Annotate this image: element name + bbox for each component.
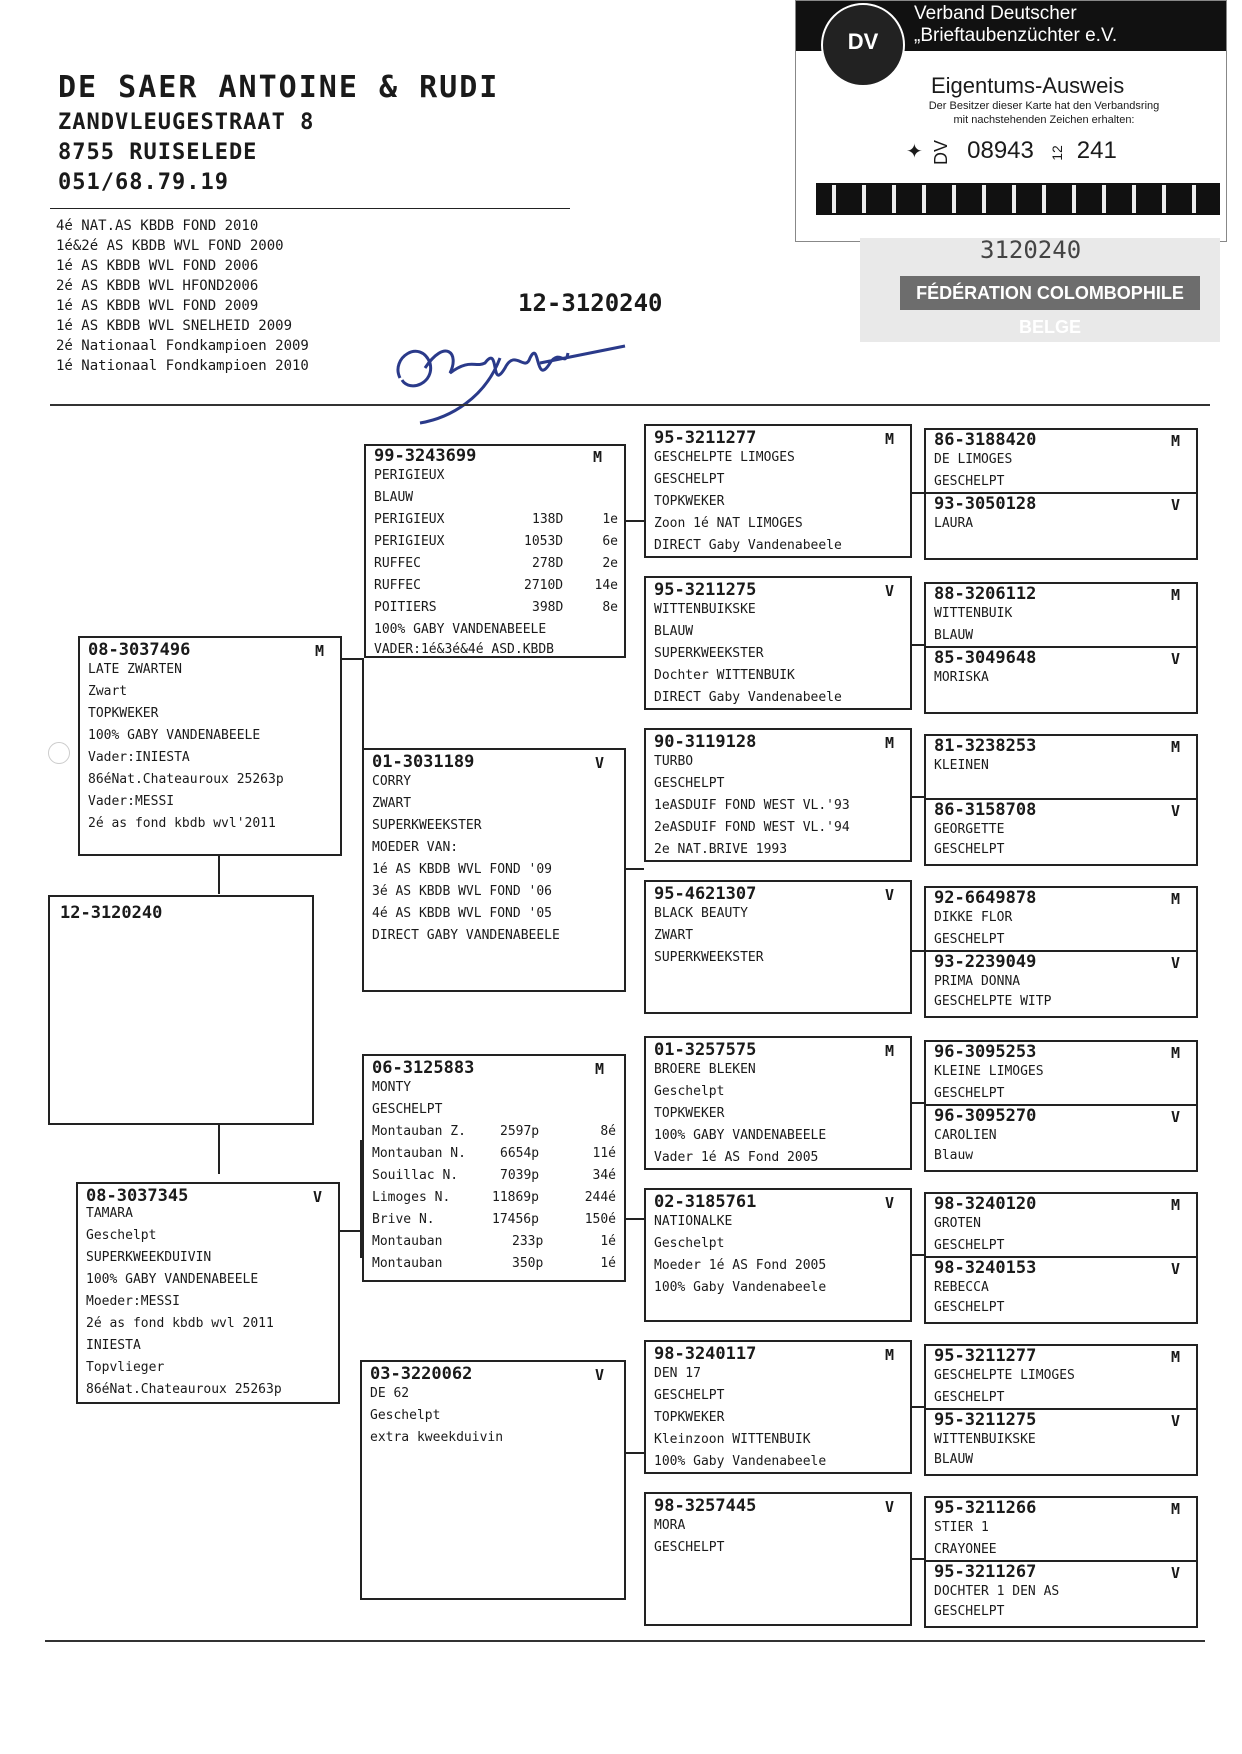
- g4-line: GESCHELPT: [934, 1300, 1005, 1315]
- connector: [910, 796, 924, 798]
- mm-ring: 03-3220062: [370, 1364, 473, 1384]
- result-place: POITIERS: [374, 600, 437, 615]
- result-rank: 6e: [602, 534, 618, 549]
- g4-sex: M: [1170, 432, 1180, 450]
- connector: [338, 1230, 360, 1232]
- g3-box: [644, 880, 912, 1014]
- seal-text: DV: [847, 29, 879, 54]
- g3-line: MORA: [654, 1518, 686, 1533]
- mother-line: SUPERKWEEKDUIVIN: [86, 1250, 212, 1265]
- g4-ring: 92-6649878: [934, 888, 1037, 908]
- result-rank: 8é: [600, 1124, 616, 1139]
- g4-sex: M: [1170, 1348, 1180, 1366]
- g3-line: Geschelpt: [654, 1236, 725, 1251]
- g3-line: DEN 17: [654, 1366, 701, 1381]
- g4-box: [924, 1496, 1198, 1628]
- bottom-rule: [45, 1640, 1205, 1642]
- connector: [362, 658, 364, 754]
- g3-ring: 02-3185761: [654, 1192, 757, 1212]
- g3-sex: V: [884, 1498, 894, 1516]
- father-line: 86éNat.Chateauroux 25263p: [88, 772, 284, 787]
- father-line: 100% GABY VANDENABEELE: [88, 728, 261, 743]
- card-year: 12: [1048, 145, 1065, 161]
- father-line: TOPKWEKER: [88, 706, 159, 721]
- g4-sex: V: [1170, 1260, 1180, 1278]
- result-place: Limoges N.: [372, 1190, 451, 1205]
- result-rank: 1e: [602, 512, 618, 527]
- father-sex: M: [314, 642, 324, 660]
- g4-line: MORISKA: [934, 670, 989, 685]
- pigeon-ring-number: 12-3120240: [518, 289, 663, 317]
- card-ring-data: [906, 137, 1117, 165]
- result-rank: 8e: [602, 600, 618, 615]
- g3-line: NATIONALKE: [654, 1214, 733, 1229]
- g4-ring: 95-3211275: [934, 1410, 1037, 1430]
- connector: [218, 1124, 220, 1174]
- g3-ring: 95-3211275: [654, 580, 757, 600]
- g3-line: Kleinzoon WITTENBUIK: [654, 1432, 811, 1447]
- fm-line: MOEDER VAN:: [372, 840, 459, 855]
- fm-line: 3é AS KBDB WVL FOND '06: [372, 884, 553, 899]
- g4-ring: 95-3211277: [934, 1346, 1037, 1366]
- g3-ring: 98-3257445: [654, 1496, 757, 1516]
- g4-ring: 86-3188420: [934, 430, 1037, 450]
- g4-sex: M: [1170, 1044, 1180, 1062]
- g4-ring: 98-3240120: [934, 1194, 1037, 1214]
- mother-box: [76, 1182, 340, 1404]
- father-ring: 08-3037496: [88, 640, 191, 660]
- g4-ring: 88-3206112: [934, 584, 1037, 604]
- stamp-banner: FÉDÉRATION COLOMBOPHILE BELGE: [900, 276, 1200, 310]
- ff-footer: VADER:1é&3é&4é ASD.KBDB: [374, 642, 555, 657]
- g3-box: [644, 1188, 912, 1322]
- g3-line: 1eASDUIF FOND WEST VL.'93: [654, 798, 850, 813]
- fm-line: 4é AS KBDB WVL FOND '05: [372, 906, 553, 921]
- result-rank: 244é: [584, 1190, 616, 1205]
- g3-ring: 90-3119128: [654, 732, 757, 752]
- g3-line: DIRECT Gaby Vandenabeele: [654, 538, 842, 553]
- g4-line: BLAUW: [934, 1452, 974, 1467]
- g4-ring: 86-3158708: [934, 800, 1037, 820]
- g3-sex: M: [884, 1042, 894, 1060]
- g4-line: KLEINE LIMOGES: [934, 1064, 1044, 1079]
- g3-box: [644, 424, 912, 558]
- result-count: 11869p: [492, 1190, 539, 1205]
- card-ring: 241: [1076, 137, 1117, 164]
- g3-box: [644, 1036, 912, 1170]
- result-place: Brive N.: [372, 1212, 435, 1227]
- result-rank: 34é: [592, 1168, 616, 1183]
- g4-box: [924, 1040, 1198, 1172]
- g3-box: [644, 728, 912, 862]
- g3-line: 2eASDUIF FOND WEST VL.'94: [654, 820, 850, 835]
- g3-sex: V: [884, 582, 894, 600]
- g3-line: Moeder 1é AS Fond 2005: [654, 1258, 827, 1273]
- card-number: 08943: [967, 137, 1034, 164]
- card-org-line1: Verband Deutscher: [914, 3, 1077, 24]
- g4-sex: V: [1170, 1412, 1180, 1430]
- g4-sex: V: [1170, 650, 1180, 668]
- result-place: Montauban: [372, 1234, 443, 1249]
- g3-line: BROERE BLEKEN: [654, 1062, 756, 1077]
- g3-sex: M: [884, 734, 894, 752]
- ff-line: PERIGIEUX: [374, 468, 445, 483]
- mm-line: DE 62: [370, 1386, 410, 1401]
- mother-line: Moeder:MESSI: [86, 1294, 180, 1309]
- father-line: 2é as fond kbdb wvl'2011: [88, 816, 276, 831]
- g3-line: TOPKWEKER: [654, 1106, 725, 1121]
- g3-line: WITTENBUIKSKE: [654, 602, 756, 617]
- connector: [910, 1254, 924, 1256]
- g4-line: CRAYONEE: [934, 1542, 997, 1557]
- g4-box: [924, 886, 1198, 1018]
- ff-footer: 100% GABY VANDENABEELE: [374, 622, 547, 637]
- g4-box: [924, 582, 1198, 714]
- mother-line: INIESTA: [86, 1338, 141, 1353]
- result-count: 350p: [512, 1256, 544, 1271]
- result-place: PERIGIEUX: [374, 534, 445, 549]
- connector: [910, 1102, 924, 1104]
- g3-ring: 01-3257575: [654, 1040, 757, 1060]
- connector: [910, 492, 924, 494]
- mother-line: 86éNat.Chateauroux 25263p: [86, 1382, 282, 1397]
- achievement: 4é NAT.AS KBDB FOND 2010: [56, 218, 259, 234]
- result-count: 398D: [532, 600, 564, 615]
- g4-line: GESCHELPT: [934, 1390, 1005, 1405]
- breeder-phone: 051/68.79.19: [58, 170, 229, 195]
- g3-line: 2e NAT.BRIVE 1993: [654, 842, 788, 857]
- g3-line: 100% Gaby Vandenabeele: [654, 1454, 827, 1469]
- g3-line: GESCHELPT: [654, 1388, 725, 1403]
- g4-line: GESCHELPT: [934, 842, 1005, 857]
- g4-line: GESCHELPT: [934, 474, 1005, 489]
- father-line: Vader:MESSI: [88, 794, 175, 809]
- g3-line: SUPERKWEEKSTER: [654, 950, 764, 965]
- g4-line: DIKKE FLOR: [934, 910, 1013, 925]
- g4-sex: V: [1170, 1108, 1180, 1126]
- result-count: 17456p: [492, 1212, 539, 1227]
- father-line: LATE ZWARTEN: [88, 662, 182, 677]
- g4-line: Blauw: [934, 1148, 974, 1163]
- achievement: 1é AS KBDB WVL SNELHEID 2009: [56, 318, 293, 334]
- mother-ring: 08-3037345: [86, 1186, 189, 1206]
- g3-line: TOPKWEKER: [654, 1410, 725, 1425]
- achievement: 2é AS KBDB WVL HFOND2006: [56, 278, 259, 294]
- mother-line: Geschelpt: [86, 1228, 157, 1243]
- mm-line: Geschelpt: [370, 1408, 441, 1423]
- g4-box: [924, 1344, 1198, 1476]
- breeder-street: ZANDVLEUGESTRAAT 8: [58, 110, 315, 135]
- breeder-name: DE SAER ANTOINE & RUDI: [58, 70, 500, 105]
- result-rank: 14e: [594, 578, 618, 593]
- g3-line: Dochter WITTENBUIK: [654, 668, 795, 683]
- g3-ring: 95-4621307: [654, 884, 757, 904]
- result-count: 6654p: [500, 1146, 540, 1161]
- g3-line: 100% Gaby Vandenabeele: [654, 1280, 827, 1295]
- g4-ring: 81-3238253: [934, 736, 1037, 756]
- g4-ring: 96-3095270: [934, 1106, 1037, 1126]
- mm-box: [360, 1360, 626, 1600]
- g4-line: GESCHELPT: [934, 1604, 1005, 1619]
- g3-line: Zoon 1é NAT LIMOGES: [654, 516, 803, 531]
- g3-line: Vader 1é AS Fond 2005: [654, 1150, 819, 1165]
- g4-line: REBECCA: [934, 1280, 989, 1295]
- g4-line: DOCHTER 1 DEN AS: [934, 1584, 1060, 1599]
- g4-ring: 95-3211266: [934, 1498, 1037, 1518]
- g4-line: CAROLIEN: [934, 1128, 997, 1143]
- g4-line: LAURA: [934, 516, 974, 531]
- achievement: 1é AS KBDB WVL FOND 2009: [56, 298, 259, 314]
- fm-line: DIRECT GABY VANDENABEELE: [372, 928, 560, 943]
- g3-line: GESCHELPTE LIMOGES: [654, 450, 795, 465]
- fm-line: CORRY: [372, 774, 412, 789]
- g3-line: ZWART: [654, 928, 694, 943]
- result-rank: 2e: [602, 556, 618, 571]
- pigeon-icon: ✦: [906, 141, 923, 163]
- g4-line: GROTEN: [934, 1216, 981, 1231]
- achievement: 1é Nationaal Fondkampioen 2010: [56, 358, 309, 374]
- g4-ring: 93-3050128: [934, 494, 1037, 514]
- result-count: 233p: [512, 1234, 544, 1249]
- g3-sex: V: [884, 886, 894, 904]
- connector: [910, 1406, 924, 1408]
- ownership-card: [795, 0, 1227, 242]
- father-line: Zwart: [88, 684, 128, 699]
- g4-ring: 85-3049648: [934, 648, 1037, 668]
- g3-box: [644, 1492, 912, 1626]
- result-count: 2710D: [524, 578, 564, 593]
- ff-ring: 99-3243699: [374, 446, 477, 466]
- result-count: 2597p: [500, 1124, 540, 1139]
- result-place: RUFFEC: [374, 556, 421, 571]
- mm-line: extra kweekduivin: [370, 1430, 504, 1445]
- g4-box: [924, 1192, 1198, 1324]
- g4-line: PRIMA DONNA: [934, 974, 1021, 989]
- top-rule: [50, 404, 1210, 406]
- g4-line: KLEINEN: [934, 758, 989, 773]
- g4-line: GEORGETTE: [934, 822, 1005, 837]
- card-org-line2: „Brieftaubenzüchter e.V.: [914, 25, 1118, 46]
- mf-sex: M: [594, 1060, 604, 1078]
- g3-line: DIRECT Gaby Vandenabeele: [654, 690, 842, 705]
- result-count: 278D: [532, 556, 564, 571]
- g3-sex: M: [884, 430, 894, 448]
- result-rank: 150é: [584, 1212, 616, 1227]
- mf-line: MONTY: [372, 1080, 412, 1095]
- mf-ring: 06-3125883: [372, 1058, 475, 1078]
- g3-sex: V: [884, 1194, 894, 1212]
- result-place: Montauban: [372, 1256, 443, 1271]
- g4-line: GESCHELPTE WITP: [934, 994, 1052, 1009]
- g3-line: TOPKWEKER: [654, 494, 725, 509]
- g3-line: 100% GABY VANDENABEELE: [654, 1128, 827, 1143]
- ff-sex: M: [592, 448, 602, 466]
- g3-line: SUPERKWEEKSTER: [654, 646, 764, 661]
- result-rank: 1é: [600, 1256, 616, 1271]
- g4-line: WITTENBUIKSKE: [934, 1432, 1036, 1447]
- signature: [390, 318, 630, 428]
- fm-sex: V: [594, 754, 604, 772]
- g4-line: GESCHELPTE LIMOGES: [934, 1368, 1075, 1383]
- result-place: RUFFEC: [374, 578, 421, 593]
- subject-ring: 12-3120240: [60, 903, 163, 923]
- card-title: Eigentums-Ausweis: [931, 73, 1125, 98]
- fm-line: 1é AS KBDB WVL FOND '09: [372, 862, 553, 877]
- g4-line: WITTENBUIK: [934, 606, 1013, 621]
- g3-line: GESCHELPT: [654, 1540, 725, 1555]
- result-place: PERIGIEUX: [374, 512, 445, 527]
- g3-line: GESCHELPT: [654, 472, 725, 487]
- achievement: 1é AS KBDB WVL FOND 2006: [56, 258, 259, 274]
- mother-line: 2é as fond kbdb wvl 2011: [86, 1316, 274, 1331]
- result-rank: 11é: [592, 1146, 616, 1161]
- g3-line: BLACK BEAUTY: [654, 906, 748, 921]
- result-place: Montauban Z.: [372, 1124, 466, 1139]
- subject-box: [48, 895, 314, 1125]
- father-box: [78, 636, 342, 856]
- g4-line: BLAUW: [934, 628, 974, 643]
- g4-line: GESCHELPT: [934, 932, 1005, 947]
- g4-sex: M: [1170, 738, 1180, 756]
- g4-sex: M: [1170, 890, 1180, 908]
- g4-ring: 93-2239049: [934, 952, 1037, 972]
- achievement: 1é&2é AS KBDB WVL FOND 2000: [56, 238, 284, 254]
- g4-box: [924, 428, 1198, 560]
- g3-ring: 98-3240117: [654, 1344, 757, 1364]
- result-count: 7039p: [500, 1168, 540, 1183]
- g4-ring: 98-3240153: [934, 1258, 1037, 1278]
- fm-line: ZWART: [372, 796, 412, 811]
- connector: [340, 658, 362, 660]
- result-rank: 1é: [600, 1234, 616, 1249]
- g4-ring: 96-3095253: [934, 1042, 1037, 1062]
- g3-box: [644, 576, 912, 710]
- result-count: 138D: [532, 512, 564, 527]
- punch-hole: [48, 742, 70, 764]
- federation-stamp: [860, 238, 1220, 342]
- connector: [910, 1558, 924, 1560]
- breeder-city: 8755 RUISELEDE: [58, 140, 258, 165]
- g4-sex: V: [1170, 496, 1180, 514]
- g4-sex: M: [1170, 586, 1180, 604]
- fm-ring: 01-3031189: [372, 752, 475, 772]
- g3-ring: 95-3211277: [654, 428, 757, 448]
- g4-sex: V: [1170, 954, 1180, 972]
- mf-box: [362, 1054, 626, 1282]
- g3-sex: M: [884, 1346, 894, 1364]
- fm-box: [362, 748, 626, 992]
- result-place: Montauban N.: [372, 1146, 466, 1161]
- card-dv: DV: [931, 139, 952, 166]
- card-org: [914, 3, 1117, 47]
- g4-sex: M: [1170, 1196, 1180, 1214]
- mf-line: GESCHELPT: [372, 1102, 443, 1117]
- connector: [910, 950, 924, 952]
- fm-line: SUPERKWEEKSTER: [372, 818, 482, 833]
- g4-ring: 95-3211267: [934, 1562, 1037, 1582]
- father-line: Vader:INIESTA: [88, 750, 190, 765]
- g4-line: GESCHELPT: [934, 1238, 1005, 1253]
- mm-sex: V: [594, 1366, 604, 1384]
- g3-box: [644, 1340, 912, 1474]
- g4-sex: V: [1170, 802, 1180, 820]
- g3-line: TURBO: [654, 754, 694, 769]
- stamp-ring: 3120240: [980, 236, 1082, 264]
- card-subtitle-line2: mit nachstehenden Zeichen erhalten:: [953, 114, 1135, 126]
- g4-sex: V: [1170, 1564, 1180, 1582]
- mother-line: TAMARA: [86, 1206, 133, 1221]
- card-subtitle-line1: Der Besitzer dieser Karte hat den Verbandsring: [928, 100, 1160, 112]
- header-rule: [50, 208, 570, 209]
- card-subtitle: [884, 99, 1204, 127]
- mother-sex: V: [312, 1188, 322, 1206]
- mother-line: 100% GABY VANDENABEELE: [86, 1272, 259, 1287]
- g4-line: GESCHELPT: [934, 1086, 1005, 1101]
- g4-sex: M: [1170, 1500, 1180, 1518]
- g3-line: GESCHELPT: [654, 776, 725, 791]
- g4-line: DE LIMOGES: [934, 452, 1013, 467]
- ff-box: [364, 444, 626, 658]
- dv-seal-icon: [821, 3, 905, 87]
- card-decorative-band: [816, 183, 1220, 215]
- mother-line: Topvlieger: [86, 1360, 165, 1375]
- g3-line: Geschelpt: [654, 1084, 725, 1099]
- result-place: Souillac N.: [372, 1168, 459, 1183]
- g4-line: STIER 1: [934, 1520, 989, 1535]
- connector: [910, 644, 924, 646]
- result-count: 1053D: [524, 534, 564, 549]
- g3-line: BLAUW: [654, 624, 694, 639]
- achievement: 2é Nationaal Fondkampioen 2009: [56, 338, 309, 354]
- ff-line: BLAUW: [374, 490, 414, 505]
- g4-box: [924, 734, 1198, 866]
